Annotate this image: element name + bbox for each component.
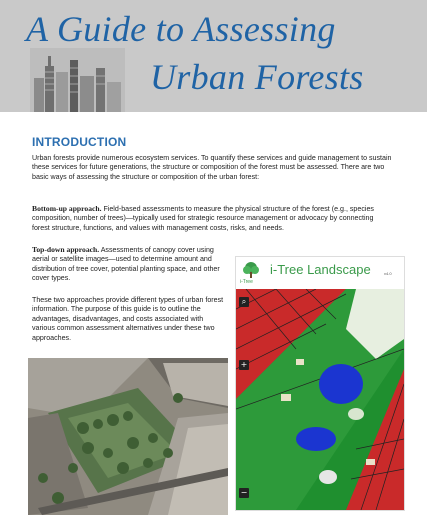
app-version: v4.0: [384, 271, 392, 276]
aerial-city-photo: [28, 358, 228, 515]
zoom-out-button[interactable]: −: [240, 488, 248, 497]
bottom-up-paragraph: [32, 204, 390, 233]
top-down-label: Top-down approach.: [32, 245, 100, 254]
intro-paragraph: Urban forests provide numerous ecosystem services. To quantify these services and guide management to sustain these services for future generations, the structure or composition of the forest must be assessed. There are two basic ways of assessing the structure or composition of the urban forest:: [32, 154, 392, 181]
top-down-text: Assessments of canopy cover using aerial or satellite images—used to determine amount and distribution of tree cover, potential planting space, and other cover types.: [32, 246, 220, 283]
section-heading: INTRODUCTION: [32, 135, 127, 149]
page-title-line-2: Urban Forests: [150, 57, 364, 97]
app-header: [236, 257, 404, 289]
bottom-up-label: Bottom-up approach.: [32, 204, 102, 213]
city-skyline-image: [30, 48, 125, 112]
top-down-paragraph: [32, 245, 222, 284]
zoom-in-button[interactable]: +: [240, 360, 248, 369]
bottom-up-text: Field-based assessments to measure the physical structure of the forest (e.g., species composition, number of trees)—typically used for strategic resource management or advocacy by connecting forest structure, functions, and values with management costs, risks, and needs.: [32, 205, 374, 232]
closing-paragraph: These two approaches provide different types of urban forest information. The purpose of this guide is to outline the advantages, disadvantages, and costs associated with various common assessment alternatives under these two approaches.: [32, 296, 224, 342]
app-title: i-Tree Landscape: [270, 262, 371, 277]
title-banner: [0, 0, 427, 112]
land-cover-map[interactable]: [236, 289, 404, 510]
search-map-button[interactable]: ⌕: [239, 297, 249, 307]
tree-logo-icon: [242, 261, 260, 279]
app-brand: i-Tree: [240, 279, 253, 285]
itree-landscape-panel: [235, 256, 405, 511]
page-title-line-1: A Guide to Assessing: [26, 9, 336, 49]
